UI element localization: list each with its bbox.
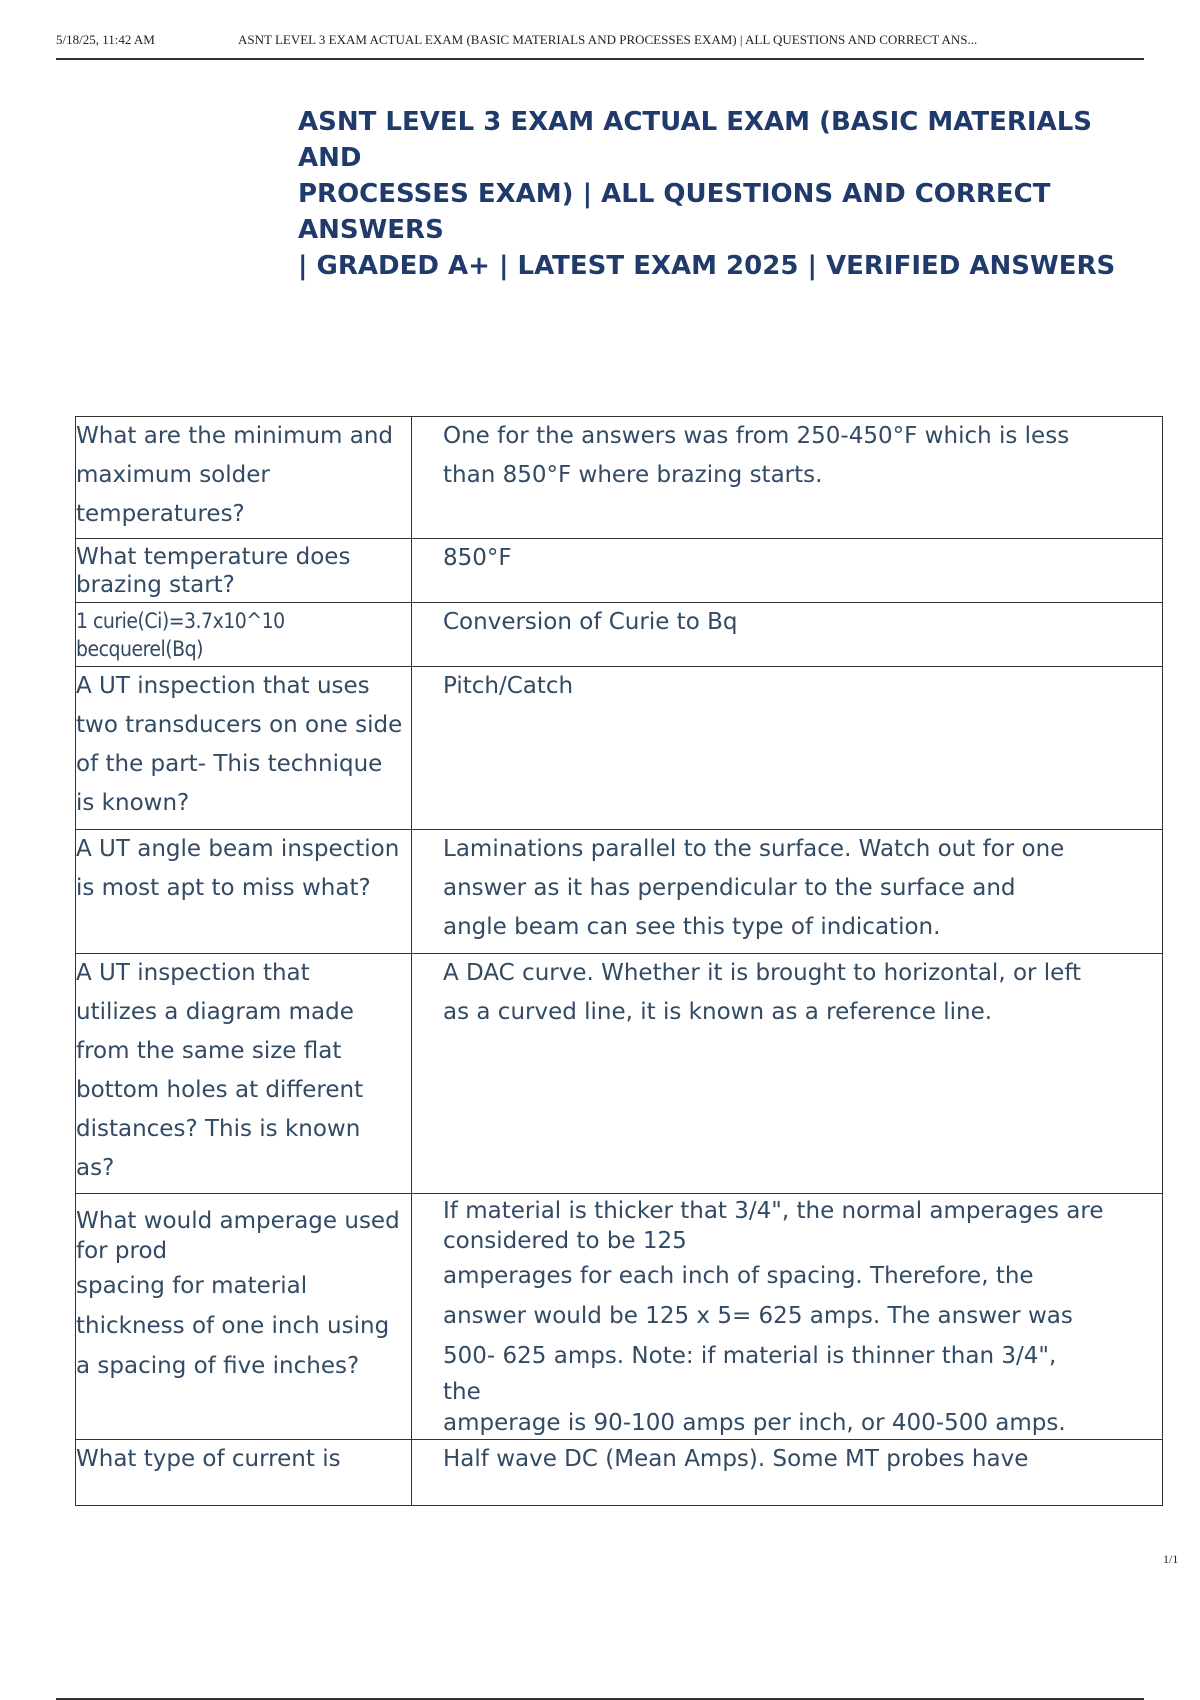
table-row [76,417,1163,539]
question-line: spacing for material [76,1273,308,1299]
answer-line: than 850°F where brazing starts. [443,462,823,488]
question-line: of the part- This technique [76,751,383,777]
table-row [76,539,1163,603]
answer-cell [412,954,1163,1194]
answer-line: If material is thicker that 3/4", the normal amperages are [443,1198,1104,1224]
answer-line: answer would be 125 x 5= 625 amps. The answer was [443,1303,1073,1329]
question-line: a spacing of five inches? [76,1353,360,1379]
answer-line: Laminations parallel to the surface. Watch out for one [443,836,1065,862]
question-line: from the same size flat [76,1038,342,1064]
answer-line: Pitch/Catch [443,673,574,699]
answer-line: the [443,1379,481,1405]
question-cell [76,603,412,667]
question-cell [76,954,412,1194]
answer-cell [412,603,1163,667]
question-line: A UT inspection that uses [76,673,370,699]
answer-cell [412,667,1163,830]
answer-cell [412,1194,1163,1440]
answer-line: amperage is 90-100 amps per inch, or 400-500 amps. [443,1410,1066,1436]
qa-table [75,416,1163,1506]
question-line: is known? [76,790,190,816]
answer-line: Conversion of Curie to Bq [443,609,738,635]
question-cell [76,417,412,539]
answer-line: angle beam can see this type of indication. [443,914,941,940]
question-line: A UT inspection that [76,960,310,986]
question-line: What temperature does [76,544,351,570]
question-line: temperatures? [76,501,245,527]
answer-cell [412,830,1163,954]
question-cell [76,539,412,603]
answer-line: considered to be 125 [443,1228,687,1254]
question-line: as? [76,1155,115,1181]
answer-line: amperages for each inch of spacing. Therefore, the [443,1263,1034,1289]
title-line: | GRADED A+ | LATEST EXAM 2025 | VERIFIED ANSWERS [298,251,1116,281]
answer-line: A DAC curve. Whether it is brought to horizontal, or left [443,960,1082,986]
page-title [298,104,1158,284]
question-cell [76,830,412,954]
question-line: What are the minimum and [76,423,394,449]
question-line: What type of current is [76,1446,341,1472]
page-number: 1/1 [1163,1552,1179,1566]
answer-cell [412,539,1163,603]
question-line: two transducers on one side [76,712,403,738]
question-line: A UT angle beam inspection [76,836,400,862]
table-row [76,1440,1163,1506]
answer-cell [412,417,1163,539]
table-row [76,603,1163,667]
question-cell [76,667,412,830]
answer-line: 500- 625 amps. Note: if material is thinner than 3/4", [443,1343,1057,1369]
question-line: maximum solder [76,462,270,488]
answer-line: One for the answers was from 250-450°F which is less [443,423,1070,449]
question-line: 1 curie(Ci)=3.7x10^10 [76,609,285,633]
question-line: for prod [76,1238,168,1264]
question-line: thickness of one inch using [76,1313,390,1339]
answer-line: 850°F [443,545,512,571]
question-line: utilizes a diagram made [76,999,354,1025]
question-line: becquerel(Bq) [76,637,203,661]
question-cell [76,1440,412,1506]
table-row [76,1194,1163,1440]
question-line: is most apt to miss what? [76,875,371,901]
table-row [76,830,1163,954]
question-cell [76,1194,412,1440]
question-line: What would amperage used [76,1208,400,1234]
answer-cell [412,1440,1163,1506]
print-doc-title: ASNT LEVEL 3 EXAM ACTUAL EXAM (BASIC MATERIALS AND PROCESSES EXAM) | ALL QUESTIONS AND CORRECT ANS... [238,32,978,47]
answer-line: Half wave DC (Mean Amps). Some MT probes have [443,1446,1029,1472]
title-line: ASNT LEVEL 3 EXAM ACTUAL EXAM (BASIC MATERIALS AND [298,107,1093,173]
print-header [56,30,1144,60]
table-row [76,667,1163,830]
answer-line: as a curved line, it is known as a reference line. [443,999,993,1025]
answer-line: answer as it has perpendicular to the surface and [443,875,1016,901]
question-line: distances? This is known [76,1116,361,1142]
print-date: 5/18/25, 11:42 AM [56,32,155,47]
question-line: brazing start? [76,572,235,598]
title-line: PROCESSES EXAM) | ALL QUESTIONS AND CORRECT ANSWERS [298,179,1051,245]
table-row [76,954,1163,1194]
question-line: bottom holes at different [76,1077,364,1103]
